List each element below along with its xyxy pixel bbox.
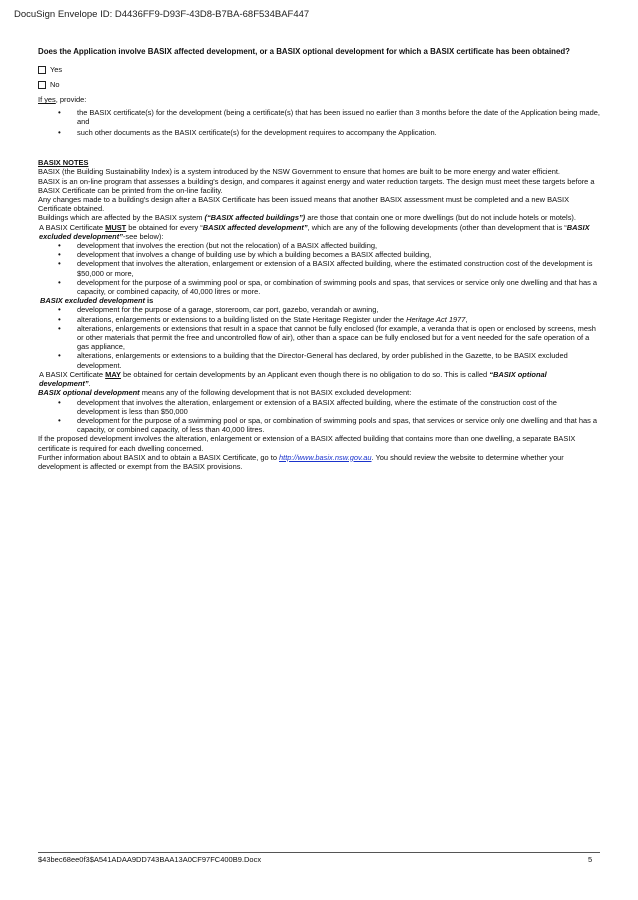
basix-website-link[interactable]: http://www.basix.nsw.gov.au bbox=[279, 452, 372, 462]
yes-checkbox[interactable] bbox=[38, 66, 46, 74]
basix-question: Does the Application involve BASIX affected development, or a BASIX optional development for which a BASIX certificate has been obtained? bbox=[38, 47, 570, 56]
page-number: 5 bbox=[588, 855, 593, 864]
notes-paragraph: Any changes made to a building's design after a BASIX Certificate has been issued means that another BASIX assessment must be completed and a new BASIX Certificate obtained. bbox=[38, 195, 570, 214]
option-yes-label: Yes bbox=[50, 65, 63, 74]
notes-paragraph bbox=[38, 370, 600, 388]
text-run: Further information about BASIX and to obtain a BASIX Certificate, go to bbox=[38, 452, 280, 462]
affected-list bbox=[38, 241, 600, 296]
text-run: BASIX excluded development” bbox=[39, 222, 590, 241]
text-run: . You should review the website to determine whether your development is affected or exempt from the BASIX provisions. bbox=[38, 452, 564, 471]
notes-paragraph bbox=[38, 223, 600, 241]
text-run: be obtained for certain developments by an Applicant even though there is no obligation to do so. This is called bbox=[120, 369, 490, 379]
list-item: • alterations, enlargements or extensions to a building that the Director-General has declared, by order published in the Gazette, to be BASIX excluded development. bbox=[38, 351, 600, 369]
list-item: • development that involves a change of building use by which a building becomes a BASIX affected building, bbox=[38, 250, 600, 259]
list-item bbox=[38, 315, 600, 324]
excluded-heading: BASIX excluded development bbox=[40, 296, 145, 306]
notes-paragraph: BASIX is an on-line program that assesses a building's design, and compares it against energy and water reduction targets. The design must meet these targets before a BASIX Certificate can be printed from the on-line facility. bbox=[38, 176, 595, 195]
text-run: -see below): bbox=[122, 231, 164, 241]
text-run: BASIX affected development” bbox=[202, 222, 308, 232]
no-checkbox[interactable] bbox=[38, 81, 46, 89]
text-run: alterations, enlargements or extensions to a building listed on the State Heritage Register under the bbox=[77, 314, 407, 324]
footer-divider bbox=[38, 852, 600, 853]
list-item: • alterations, enlargements or extensions that result in a space that cannot be fully enclosed (for example, a veranda that is open or enclosed by screens, mesh or other materials that permit the free and uncontrolled flow of air), other than a space can be fully enclosed but for a vent needed for the safe operation of a gas appliance, bbox=[38, 324, 600, 352]
text-run: A BASIX Certificate bbox=[39, 222, 106, 232]
text-run: , which are any of the following developments (other than development that is “ bbox=[307, 222, 567, 232]
text-run: “BASIX optional development” bbox=[39, 369, 547, 389]
text-run: (“BASIX affected buildings”) bbox=[204, 213, 306, 223]
footer-filename: $43bec68ee0f3$A541ADAA9DD743BAA13A0CF97FC400B9.Docx bbox=[38, 855, 262, 864]
text-run: be obtained for every “ bbox=[126, 222, 203, 232]
text-run: . bbox=[88, 379, 91, 389]
option-yes[interactable] bbox=[38, 65, 600, 74]
notes-paragraph bbox=[38, 388, 600, 397]
notes-heading: BASIX NOTES bbox=[38, 158, 89, 168]
must-keyword: MUST bbox=[105, 222, 127, 232]
list-item: • the BASIX certificate(s) for the development (being a certificate(s) that has been issued no earlier than 3 months before the date of the Application being made, and bbox=[38, 108, 600, 126]
document-body bbox=[38, 47, 600, 471]
list-item: • development that involves the erection (but not the relocation) of a BASIX affected building, bbox=[38, 241, 600, 250]
list-item: • development that involves the alteration, enlargement or extension of a BASIX affected building, where the estimate of the construction cost of the development is less than $50,000 bbox=[38, 398, 600, 416]
optional-heading: BASIX optional development bbox=[38, 388, 140, 398]
text-run: is bbox=[144, 296, 154, 306]
option-no[interactable] bbox=[38, 80, 600, 89]
text-run: Heritage Act 1977 bbox=[406, 314, 466, 324]
if-yes-suffix: , provide: bbox=[55, 95, 87, 105]
list-item: • such other documents as the BASIX certificate(s) for the development requires to accompany the Application. bbox=[38, 128, 600, 137]
list-item: • development that involves the alteration, enlargement or extension of a BASIX affected building, where the estimated construction cost of the development is $50,000 or more, bbox=[38, 259, 600, 277]
provide-list bbox=[38, 108, 600, 138]
optional-list bbox=[38, 398, 600, 435]
text-run: are those that contain one or more dwellings (but do not include hotels or motels). bbox=[305, 213, 576, 223]
if-yes-label: If yes bbox=[38, 95, 56, 105]
text-run: , bbox=[465, 314, 468, 324]
text-run: Buildings which are affected by the BASIX system bbox=[38, 213, 205, 223]
notes-paragraph: If the proposed development involves the alteration, enlargement or extension of a BASIX affected building that contains more than one dwelling, a separate BASIX certificate is required for each dwelling concerned. bbox=[38, 434, 576, 453]
text-run: means any of the following development that is not BASIX excluded development: bbox=[139, 388, 412, 398]
if-yes-line bbox=[38, 95, 600, 104]
notes-paragraph bbox=[38, 213, 600, 222]
list-item: • development for the purpose of a swimming pool or spa, or combination of swimming pools and spas, that services or service only one dwelling and that has a capacity, or combined capacity, of less than 40,000 litres. bbox=[38, 416, 600, 434]
excluded-heading-line bbox=[38, 296, 600, 305]
notes-paragraph: BASIX (the Building Sustainability Index) is a system introduced by the NSW Government to ensure that homes are built to be more energy and water efficient. bbox=[38, 167, 560, 177]
list-item: • development for the purpose of a swimming pool or spa, or combination of swimming pools and spas, that services or service only one dwelling and that has a capacity, or combined capacity, of 40,000 litres or more. bbox=[38, 278, 600, 296]
excluded-list bbox=[38, 305, 600, 369]
list-item: • development for the purpose of a garage, storeroom, car port, gazebo, verandah or awning, bbox=[38, 305, 600, 314]
envelope-id: DocuSign Envelope ID: D4436FF9-D93F-43D8-B7BA-68F534BAF447 bbox=[14, 9, 310, 20]
option-no-label: No bbox=[50, 80, 60, 90]
may-keyword: MAY bbox=[105, 369, 121, 379]
notes-paragraph bbox=[38, 453, 600, 471]
text-run: A BASIX Certificate bbox=[39, 369, 106, 379]
